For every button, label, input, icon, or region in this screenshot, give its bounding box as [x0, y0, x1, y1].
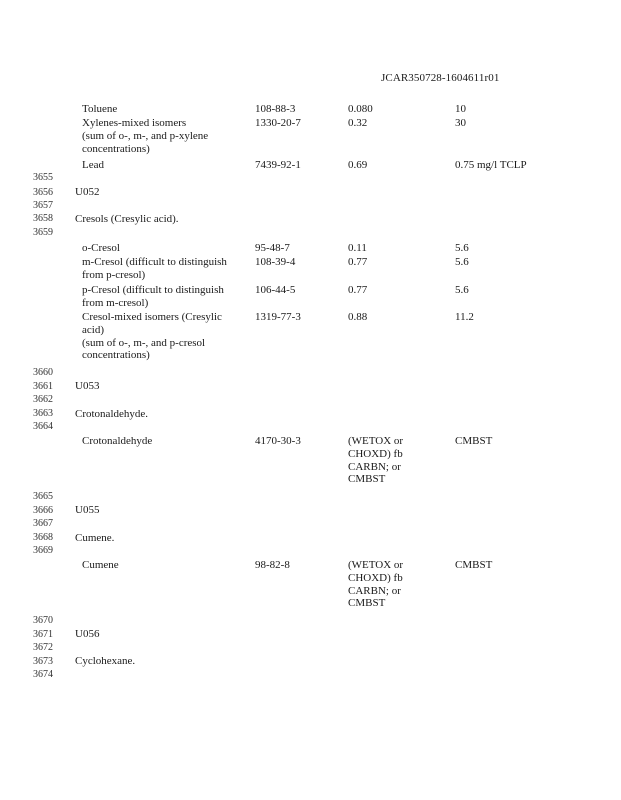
constituent-name: Toluene [82, 103, 118, 115]
waste-title: Cresols (Cresylic acid). [75, 213, 179, 225]
line-number: 3674 [33, 669, 53, 680]
line-number: 3666 [33, 505, 53, 516]
line-number: 3661 [33, 381, 53, 392]
line-number: 3656 [33, 187, 53, 198]
waste-code: U052 [75, 186, 100, 198]
wastewater-standard: 0.11 [348, 242, 367, 254]
line-number: 3655 [33, 172, 53, 183]
line-number: 3658 [33, 213, 53, 224]
waste-title: Crotonaldehyde. [75, 408, 149, 420]
waste-title: Cumene. [75, 532, 115, 544]
line-number: 3669 [33, 545, 53, 556]
cas-number: 106-44-5 [255, 284, 296, 296]
nonwastewater-standard: 5.6 [455, 242, 469, 254]
line-number: 3667 [33, 518, 53, 529]
nonwastewater-standard: 5.6 [455, 256, 469, 268]
wastewater-standard: 0.88 [348, 311, 368, 323]
constituent-name: Crotonaldehyde [82, 435, 153, 447]
document-id: JCAR350728-1604611r01 [381, 72, 500, 84]
nonwastewater-standard: 11.2 [455, 311, 474, 323]
line-number: 3657 [33, 200, 53, 211]
wastewater-standard: 0.77 [348, 284, 368, 296]
waste-code: U056 [75, 628, 100, 640]
line-number: 3659 [33, 227, 53, 238]
cas-number: 4170-30-3 [255, 435, 301, 447]
constituent-name: o-Cresol [82, 242, 120, 254]
cas-number: 1319-77-3 [255, 311, 301, 323]
line-number: 3673 [33, 656, 53, 667]
line-number: 3665 [33, 491, 53, 502]
wastewater-standard: 0.32 [348, 117, 368, 129]
constituent-name: Cresol-mixed isomers (Cresylic acid) (sum of o-, m-, and p-cresol concentrations) [82, 311, 222, 362]
nonwastewater-standard: 5.6 [455, 284, 469, 296]
line-number: 3662 [33, 394, 53, 405]
waste-code: U055 [75, 504, 100, 516]
constituent-name: Cumene [82, 559, 119, 571]
constituent-name: Lead [82, 159, 104, 171]
wastewater-standard: 0.77 [348, 256, 368, 268]
line-number: 3664 [33, 421, 53, 432]
wastewater-standard: (WETOX or CHOXD) fb CARBN; or CMBST [348, 435, 404, 486]
cas-number: 7439-92-1 [255, 159, 301, 171]
line-number: 3672 [33, 642, 53, 653]
wastewater-standard: 0.080 [348, 103, 373, 115]
waste-title: Cyclohexane. [75, 655, 136, 667]
constituent-name: p-Cresol (difficult to distinguish from m-cresol) [82, 284, 224, 309]
line-number: 3670 [33, 615, 53, 626]
cas-number: 108-88-3 [255, 103, 296, 115]
constituent-name: m-Cresol (difficult to distinguish from p-cresol) [82, 256, 227, 281]
line-number: 3660 [33, 367, 53, 378]
nonwastewater-standard: CMBST [455, 435, 493, 447]
cas-number: 108-39-4 [255, 256, 296, 268]
nonwastewater-standard: CMBST [455, 559, 493, 571]
cas-number: 98-82-8 [255, 559, 290, 571]
wastewater-standard: 0.69 [348, 159, 368, 171]
cas-number: 1330-20-7 [255, 117, 301, 129]
line-number: 3671 [33, 629, 53, 640]
constituent-name: Xylenes-mixed isomers (sum of o-, m-, and p-xylene concentrations) [82, 117, 209, 155]
cas-number: 95-48-7 [255, 242, 290, 254]
nonwastewater-standard: 10 [455, 103, 466, 115]
nonwastewater-standard: 30 [455, 117, 466, 129]
nonwastewater-standard: 0.75 mg/l TCLP [455, 159, 527, 171]
line-number: 3668 [33, 532, 53, 543]
line-number: 3663 [33, 408, 53, 419]
wastewater-standard: (WETOX or CHOXD) fb CARBN; or CMBST [348, 559, 404, 610]
waste-code: U053 [75, 380, 100, 392]
